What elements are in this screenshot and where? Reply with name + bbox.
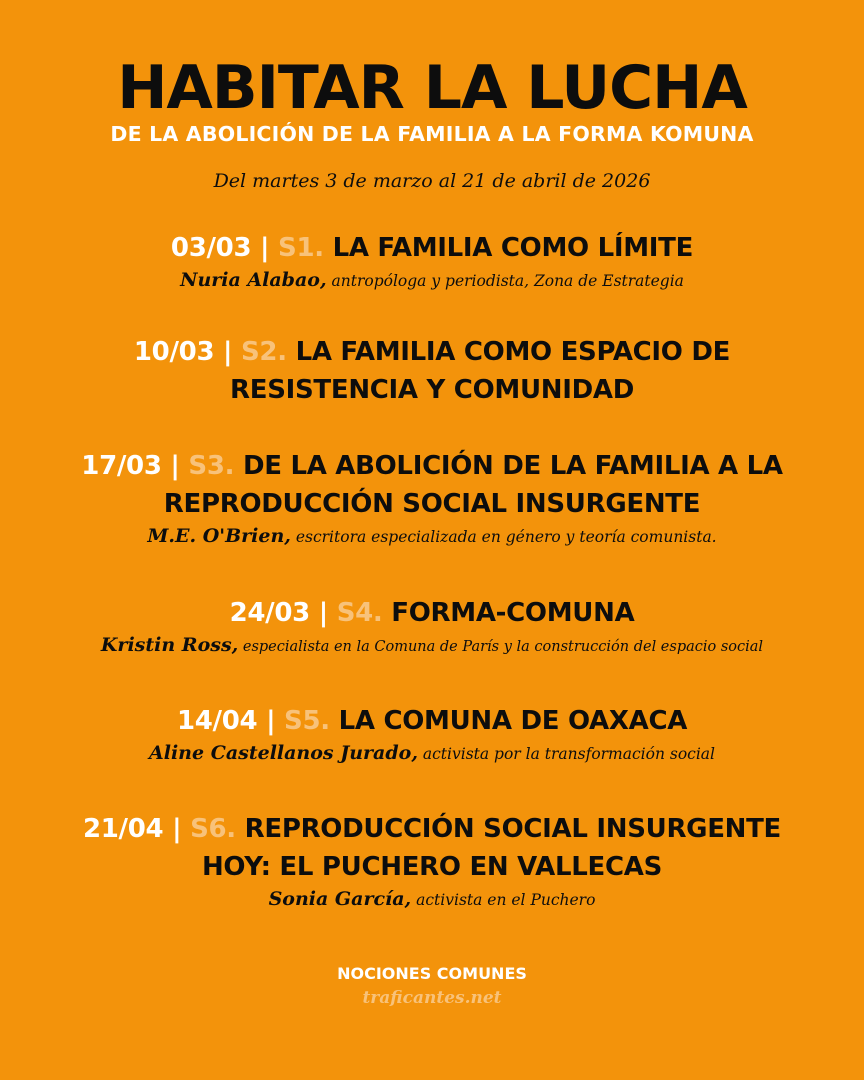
- session-title: LA FAMILIA COMO ESPACIO DE: [295, 337, 731, 367]
- session-title: LA FAMILIA COMO LÍMITE: [332, 233, 694, 263]
- session-title: REPRODUCCIÓN SOCIAL INSURGENTE: [244, 814, 782, 844]
- session-3-heading: [0, 447, 864, 485]
- session-speaker: [0, 632, 864, 660]
- speaker-name: M.E. O'Brien,: [147, 525, 291, 547]
- footer: [0, 962, 864, 1010]
- session-speaker: [0, 523, 864, 550]
- session-date: 14/04: [176, 706, 258, 736]
- date-range: Del martes 3 de marzo al 21 de abril de 2026: [213, 170, 651, 192]
- session-code: S1.: [278, 233, 324, 263]
- session-code: S2.: [241, 337, 287, 367]
- session-title-line-2: HOY: EL PUCHERO EN VALLECAS: [201, 852, 663, 882]
- speaker-name: Kristin Ross,: [100, 634, 239, 656]
- session-code: S6.: [190, 814, 236, 844]
- session-5: [0, 702, 864, 767]
- separator: |: [223, 337, 233, 367]
- organization-name: NOCIONES COMUNES: [337, 964, 527, 983]
- session-1-heading: [0, 229, 864, 267]
- separator: |: [260, 233, 270, 263]
- separator: |: [172, 814, 182, 844]
- session-code: S4.: [336, 598, 383, 628]
- session-4: [0, 594, 864, 660]
- session-speaker: [0, 740, 864, 767]
- poster-title: HABITAR LA LUCHA: [117, 53, 747, 123]
- speaker-name: Sonia García,: [268, 888, 412, 910]
- session-6: [0, 810, 864, 913]
- session-date: 17/03: [81, 451, 162, 481]
- session-title-line-2: RESISTENCIA Y COMUNIDAD: [230, 375, 634, 405]
- session-speaker: [0, 267, 864, 294]
- session-6-heading: [0, 810, 864, 848]
- session-speaker: [0, 886, 864, 913]
- session-code: S5.: [284, 706, 330, 736]
- session-date: 21/04: [82, 814, 164, 844]
- poster-subtitle: DE LA ABOLICIÓN DE LA FAMILIA A LA FORMA KOMUNA: [110, 122, 754, 146]
- session-code: S3.: [188, 451, 235, 481]
- separator: |: [266, 706, 276, 736]
- separator: |: [170, 451, 180, 481]
- session-3: [0, 447, 864, 550]
- session-date: 03/03: [170, 233, 252, 263]
- session-date: 10/03: [133, 337, 215, 367]
- session-title-line-2: REPRODUCCIÓN SOCIAL INSURGENTE: [163, 489, 701, 519]
- session-5-heading: [0, 702, 864, 740]
- speaker-name: Nuria Alabao,: [180, 269, 327, 291]
- session-title: FORMA-COMUNA: [391, 598, 635, 628]
- session-1: [0, 229, 864, 294]
- speaker-description: activista en el Puchero: [416, 891, 596, 909]
- speaker-description: antropóloga y periodista, Zona de Estrategia: [331, 272, 684, 290]
- session-2: [0, 333, 864, 409]
- session-title: LA COMUNA DE OAXACA: [338, 706, 688, 736]
- speaker-description: especialista en la Comuna de París y la construcción del espacio social: [242, 639, 764, 655]
- separator: |: [318, 598, 328, 628]
- session-2-heading: [0, 333, 864, 371]
- website-link[interactable]: traficantes.net: [362, 988, 502, 1008]
- speaker-name: Aline Castellanos Jurado,: [149, 742, 418, 764]
- session-title: DE LA ABOLICIÓN DE LA FAMILIA A LA: [242, 451, 783, 481]
- speaker-description: activista por la transformación social: [422, 745, 715, 763]
- session-4-heading: [0, 594, 864, 632]
- speaker-description: escritora especializada en género y teoría comunista.: [295, 528, 717, 546]
- session-date: 24/03: [229, 598, 310, 628]
